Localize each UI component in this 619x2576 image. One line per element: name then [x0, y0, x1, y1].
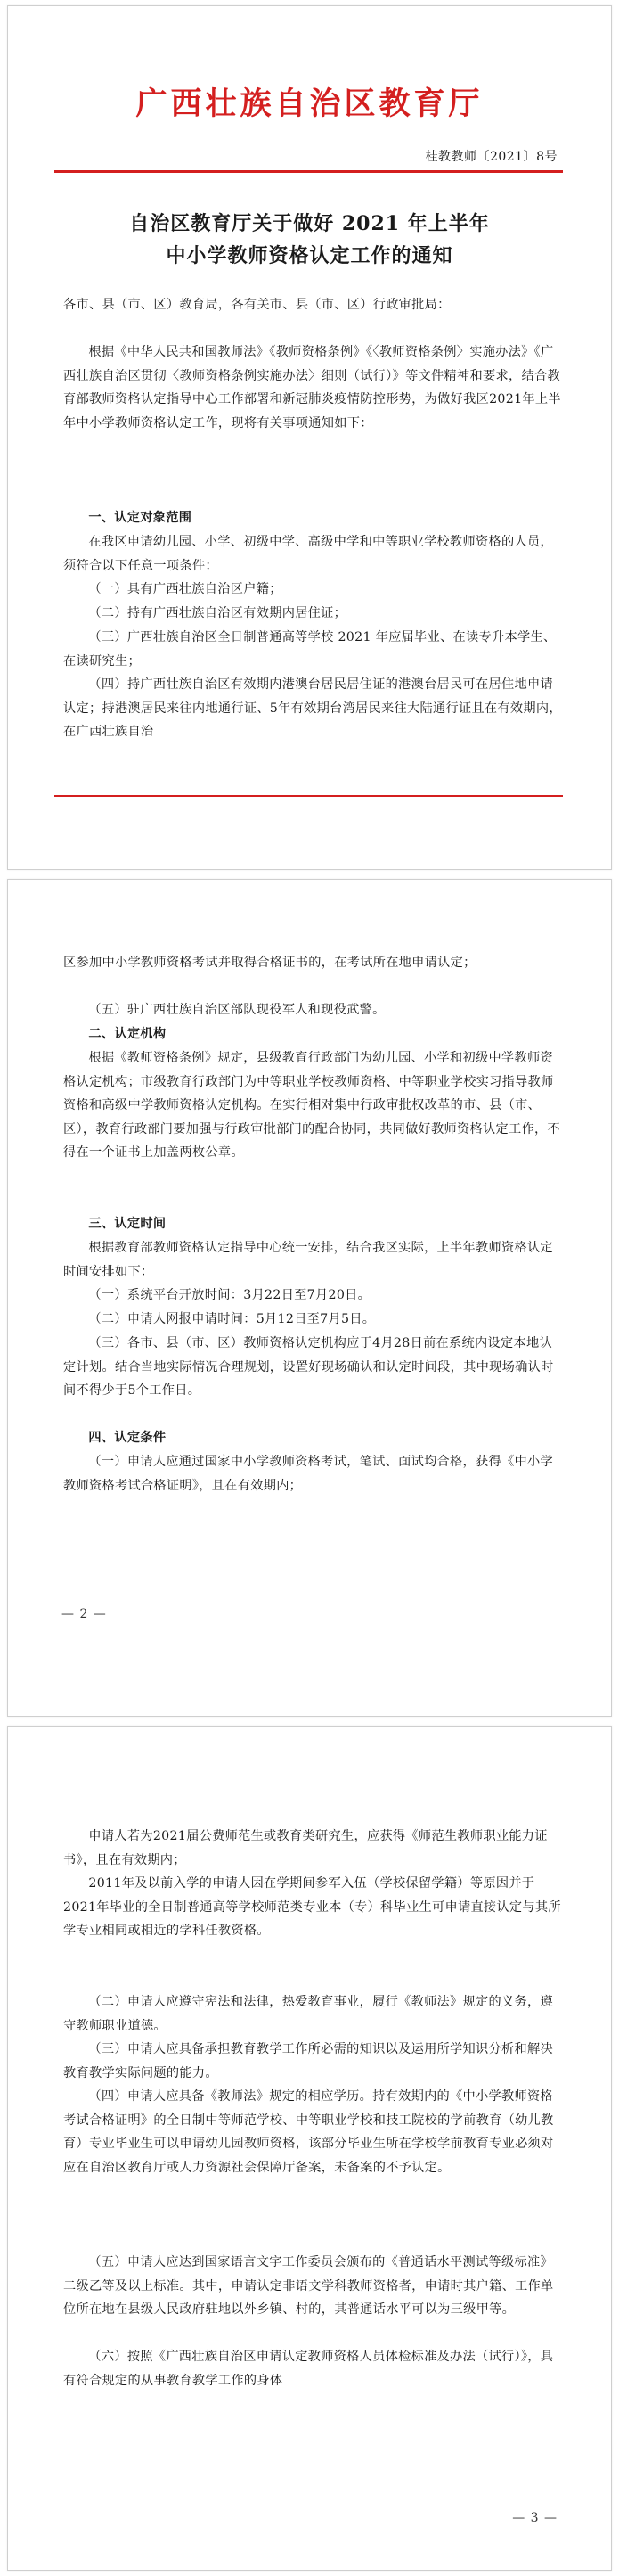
section-1-intro: 在我区申请幼儿园、小学、初级中学、高级中学和中等职业学校教师资格的人员，须符合以下任意一项条件：: [63, 535, 553, 573]
intro-paragraph: 根据《中华人民共和国教师法》《教师资格条例》《〈教师资格条例〉实施办法》《广西壮族自治区贯彻〈教师资格条例实施办法〉细则（试行）》等文件精神和要求，结合教育部教师资格认定指导中心工作部署和新冠肺炎疫情防控形势，为做好我区2021年上半年中小学教师资格认定工作，现将有关事项通知如下：: [63, 345, 561, 431]
addressee: 各市、县（市、区）教育局，各有关市、县（市、区）行政审批局：: [63, 298, 451, 312]
requirement-item-2: （二）申请人应遵守宪法和法律，热爱教育事业，履行《教师法》规定的义务，遵守教师职业道德。: [63, 1995, 553, 2033]
red-divider-top: [54, 170, 563, 173]
issuer-header: 广西壮族自治区教育厅: [135, 86, 484, 122]
condition-item-4-continued: 区参加中小学教师资格考试并取得合格证书的，在考试所在地申请认定；: [63, 956, 476, 970]
condition-item-4: （四）持广西壮族自治区有效期内港澳台居民居住证的港澳台居民可在居住地申请认定；持港澳居民来往内地通行证、5年有效期台湾居民来往大陆通行证且在有效期内，在广西壮族自治: [63, 677, 562, 739]
time-item-2: （二）申请人网报申请时间：5月12日至7月5日。: [88, 1312, 376, 1326]
document-title-line-2: 中小学教师资格认定工作的通知: [166, 244, 453, 267]
condition-item-1: （一）具有广西壮族自治区户籍；: [88, 582, 282, 596]
document-number: 桂教教师〔2021〕8号: [425, 150, 558, 164]
red-divider-bottom: [54, 795, 563, 797]
requirement-item-6: （六）按照《广西壮族自治区申请认定教师资格人员体检标准及办法（试行）》，具有符合规定的从事教育教学工作的身体: [63, 2350, 554, 2388]
requirement-item-1: （一）申请人应通过国家中小学教师资格考试，笔试、面试均合格，获得《中小学教师资格考试合格证明》，且在有效期内；: [63, 1455, 553, 1493]
document-title-line-1: 自治区教育厅关于做好 2021 年上半年: [129, 212, 490, 235]
requirement-item-1-continued: 申请人若为2021届公费师范生或教育类研究生，应获得《师范生教师职业能力证书》，且在有效期内；: [63, 1829, 548, 1867]
section-3-heading: 三、认定时间: [88, 1217, 167, 1231]
section-2-heading: 二、认定机构: [88, 1027, 167, 1041]
page-number: — 3 —: [512, 2511, 558, 2525]
section-4-heading: 四、认定条件: [88, 1431, 167, 1445]
time-item-3: （三）各市、县（市、区）教师资格认定机构应于4月28日前在系统内设定本地认定计划。结合当地实际情况合理规划，设置好现场确认和认定时间段，其中现场确认时间不得少于5个工作日。: [63, 1336, 554, 1398]
condition-item-5: （五）驻广西壮族自治区部队现役军人和现役武警。: [88, 1003, 386, 1017]
section-1-heading: 一、认定对象范围: [88, 511, 192, 525]
requirement-item-3: （三）申请人应具备承担教育教学工作所必需的知识以及运用所学知识分析和解决教育教学实际问题的能力。: [63, 2042, 553, 2080]
section-3-intro: 根据教育部教师资格认定指导中心统一安排，结合我区实际，上半年教师资格认定时间安排如下：: [63, 1241, 553, 1279]
document-page-2: [7, 879, 612, 1717]
document-page-1: [7, 5, 612, 870]
requirement-item-4: （四）申请人应具备《教师法》规定的相应学历。持有效期内的《中小学教师资格考试合格证明》的全日制中等师范学校、中等职业学校和技工院校的学前教育（幼儿教育）专业毕业生可以申请幼儿园教师资格，该部分毕业生所在学校学前教育专业必须对应在自治区教育厅或人力资源社会保障厅备案，未备案的不予认定。: [63, 2089, 554, 2175]
page-number: — 2 —: [61, 1607, 107, 1621]
section-2-body: 根据《教师资格条例》规定，县级教育行政部门为幼儿园、小学和初级中学教师资格认定机构；市级教育行政部门为中等职业学校教师资格、中等职业学校实习指导教师资格和高级中学教师资格认定机构。在实行相对集中行政审批权改革的市、县（市、区），教育行政部门要加强与行政审批部门的配合协同，共同做好教师资格认定工作，不得在一个证书上加盖两枚公章。: [63, 1051, 560, 1160]
condition-item-3: （三）广西壮族自治区全日制普通高等学校 2021 年应届毕业、在读专升本学生、在读研究生；: [63, 630, 557, 669]
requirement-item-5: （五）申请人应达到国家语言文字工作委员会颁布的《普通话水平测试等级标准》二级乙等及以上标准。其中，申请认定非语文学科教师资格者，申请时其户籍、工作单位所在地在县级人民政府驻地以外乡镇、村的，其普通话水平可以为三级甲等。: [63, 2255, 554, 2317]
requirement-item-1-note: 2011年及以前入学的申请人因在学期间参军入伍（学校保留学籍）等原因并于2021年毕业的全日制普通高等学校师范类专业本（专）科毕业生可申请直接认定与其所学专业相同或相近的学科任教资格。: [63, 1876, 561, 1938]
condition-item-2: （二）持有广西壮族自治区有效期内居住证；: [88, 606, 347, 620]
document-page-3: [7, 1726, 612, 2571]
time-item-1: （一）系统平台开放时间：3月22日至7月20日。: [88, 1288, 371, 1302]
